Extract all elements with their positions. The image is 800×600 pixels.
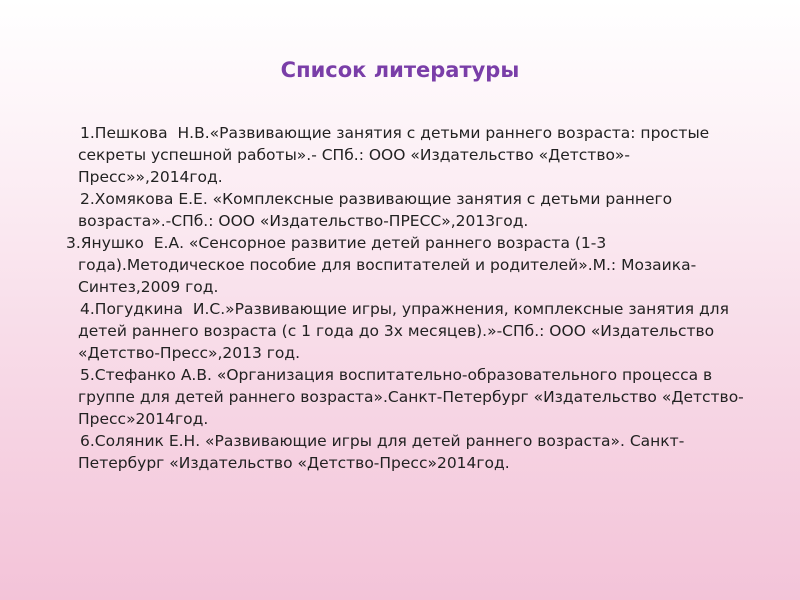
- reference-item-3: 3.Янушко Е.А. «Сенсорное развитие детей раннего возраста (1-3 года).Методическое пособие для воспитателей и родителей».М.: Мозаика-Синтез,2009 год.: [66, 234, 697, 296]
- reference-item-4: 4.Погудкина И.С.»Развивающие игры, упражнения, комплексные занятия для детей раннего возраста (с 1 года до 3х месяцев).»-СПб.: ООО «Издательство «Детство-Пресс»,2013 год.: [78, 300, 734, 362]
- reference-item-2: 2.Хомякова Е.Е. «Комплексные развивающие занятия с детьми раннего возраста».-СПб.: ООО «Издательство-ПРЕСС»,2013год.: [78, 190, 678, 230]
- slide-title: Список литературы: [280, 58, 520, 82]
- reference-item-1: 1.Пешкова Н.В.«Развивающие занятия с детьми раннего возраста: простые секреты успешной работы».- СПб.: ООО «Издательство «Детство»-Пресс»»,2014год.: [78, 124, 715, 186]
- reference-item-6: 6.Соляник Е.Н. «Развивающие игры для детей раннего возраста». Санкт-Петербург «Издательство «Детство-Пресс»2014год.: [78, 432, 685, 472]
- references-list: [66, 122, 758, 474]
- reference-item-5: 5.Стефанко А.В. «Организация воспитательно-образовательного процесса в группе для детей раннего возраста».Санкт-Петербург «Издательство «Детство-Пресс»2014год.: [78, 366, 744, 428]
